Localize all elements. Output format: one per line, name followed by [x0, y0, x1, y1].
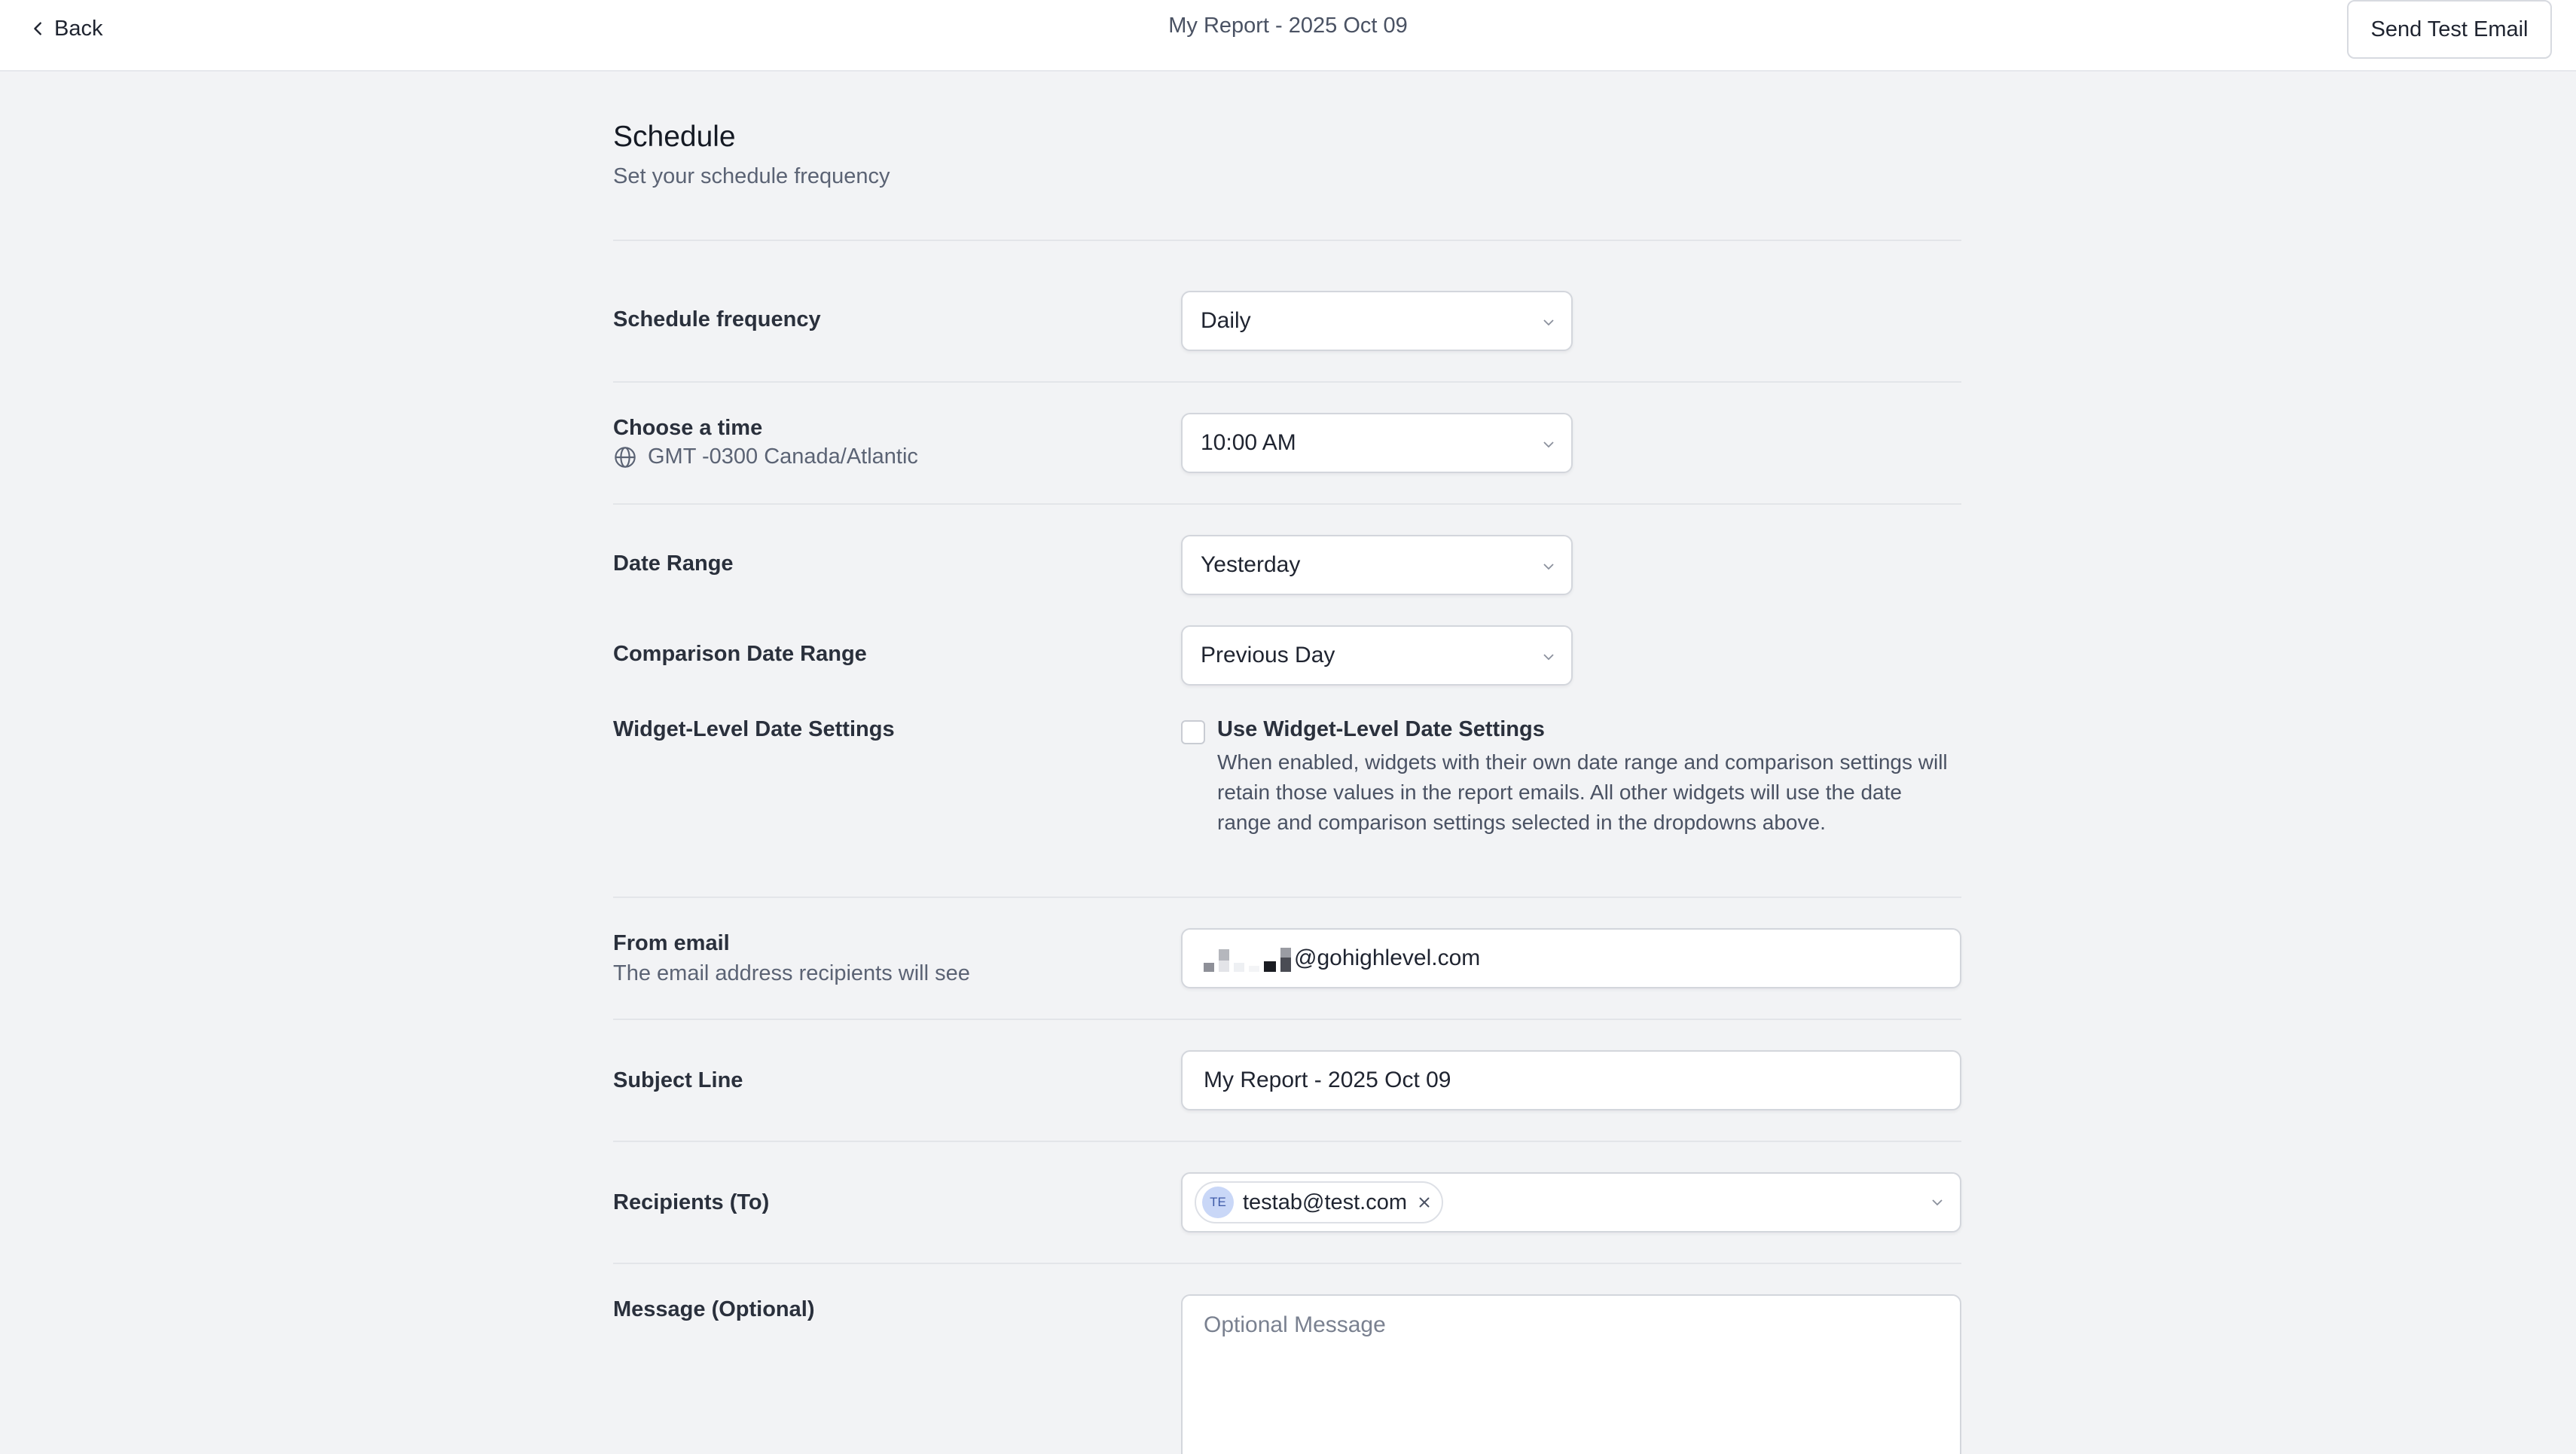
- page-title: My Report - 2025 Oct 09: [1168, 14, 1408, 38]
- timezone-info: [613, 444, 918, 469]
- comparison-select[interactable]: [1181, 625, 1573, 686]
- date-range-value: Yesterday: [1201, 552, 1301, 577]
- recipients-label: Recipients (To): [613, 1190, 770, 1214]
- redacted-username: [1204, 945, 1291, 972]
- frequency-select[interactable]: [1181, 291, 1573, 351]
- back-label: Back: [54, 16, 103, 41]
- close-icon[interactable]: [1416, 1194, 1433, 1211]
- chevron-down-icon: [1541, 437, 1556, 452]
- globe-icon: [613, 445, 637, 469]
- date-range-label: Date Range: [613, 551, 734, 576]
- divider: [613, 1263, 1961, 1264]
- comparison-value: Previous Day: [1201, 643, 1335, 667]
- widget-dates-label: Widget-Level Date Settings: [613, 717, 895, 741]
- divider: [613, 503, 1961, 505]
- time-label: Choose a time: [613, 416, 763, 440]
- frequency-label: Schedule frequency: [613, 307, 821, 331]
- from-email-domain: @gohighlevel.com: [1294, 945, 1481, 970]
- date-range-select[interactable]: [1181, 535, 1573, 595]
- timezone-text: GMT -0300 Canada/Atlantic: [648, 444, 918, 469]
- from-email-label: From email: [613, 931, 730, 955]
- divider: [613, 1141, 1961, 1142]
- chevron-down-icon: [1541, 649, 1556, 664]
- top-bar: [0, 0, 2576, 72]
- section-title: Schedule: [613, 121, 736, 153]
- chevron-down-icon: [1541, 315, 1556, 330]
- from-email-field[interactable]: [1181, 928, 1961, 988]
- message-placeholder: Optional Message: [1204, 1312, 1386, 1337]
- time-select[interactable]: [1181, 413, 1573, 473]
- section-subtitle: Set your schedule frequency: [613, 164, 890, 188]
- message-label: Message (Optional): [613, 1297, 815, 1321]
- avatar: TE: [1202, 1187, 1234, 1218]
- recipients-select[interactable]: [1181, 1172, 1961, 1233]
- chevron-down-icon: [1541, 559, 1556, 574]
- message-textarea[interactable]: [1181, 1294, 1961, 1454]
- widget-dates-description: When enabled, widgets with their own date range and comparison settings will retain those values in the report emails. All other widgets will use the date range and comparison settings selected in the dropdowns above.: [1217, 750, 1948, 834]
- send-test-email-button[interactable]: Send Test Email: [2347, 0, 2552, 59]
- divider: [613, 240, 1961, 241]
- widget-dates-checkbox-label[interactable]: Use Widget-Level Date Settings: [1217, 717, 1545, 741]
- subject-field[interactable]: [1181, 1050, 1961, 1110]
- section-header: [613, 121, 1961, 189]
- recipient-email: testab@test.com: [1243, 1190, 1408, 1214]
- subject-value: My Report - 2025 Oct 09: [1204, 1068, 1451, 1092]
- time-value: 10:00 AM: [1201, 430, 1296, 455]
- divider: [613, 381, 1961, 383]
- divider: [613, 897, 1961, 898]
- chevron-down-icon[interactable]: [1930, 1195, 1945, 1210]
- subject-label: Subject Line: [613, 1068, 743, 1092]
- recipient-chip: [1195, 1181, 1443, 1223]
- from-email-sublabel: The email address recipients will see: [613, 961, 970, 985]
- divider: [613, 1019, 1961, 1020]
- comparison-label: Comparison Date Range: [613, 642, 867, 666]
- widget-dates-checkbox[interactable]: [1181, 720, 1205, 744]
- frequency-value: Daily: [1201, 308, 1251, 333]
